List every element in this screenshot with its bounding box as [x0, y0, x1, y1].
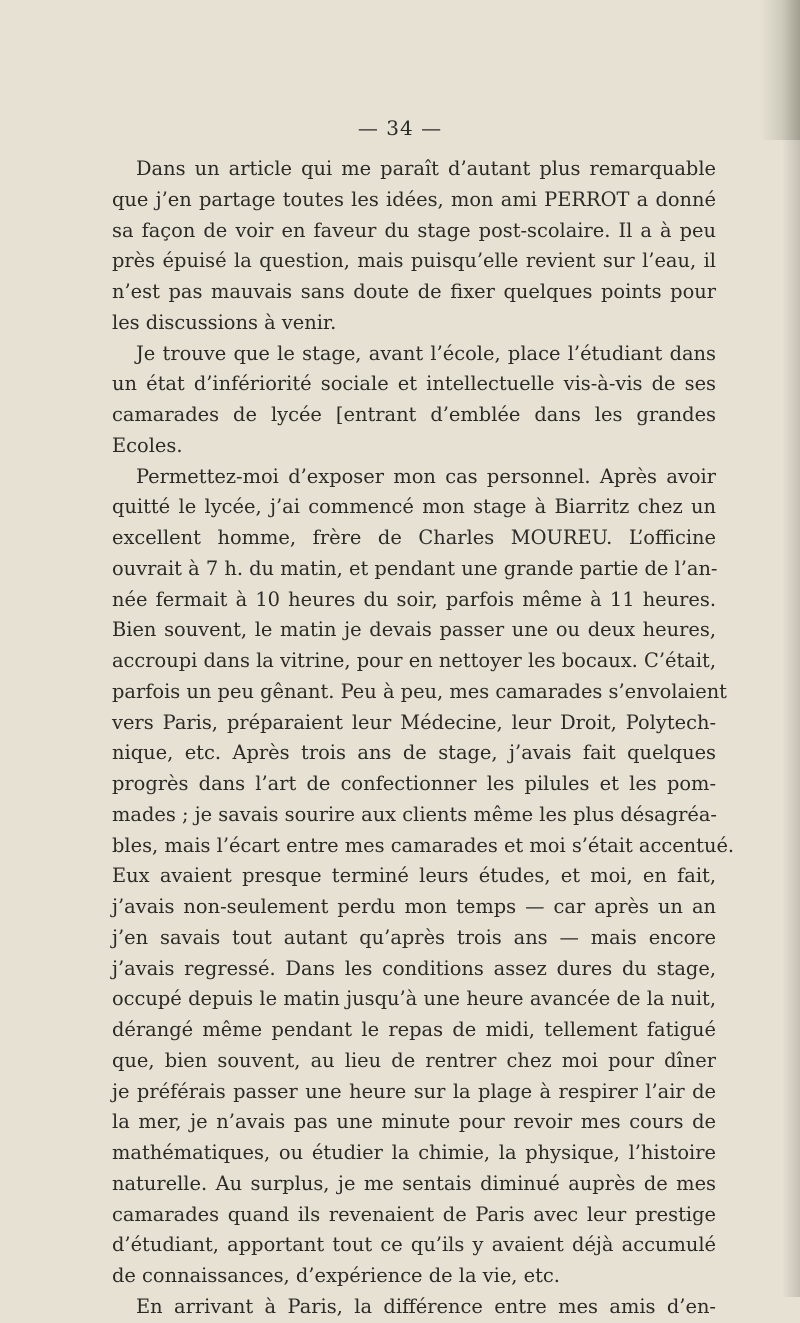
text-line: nique, etc. Après trois ans de stage, j’avais fait quelques	[112, 741, 716, 765]
text-line: vers Paris, préparaient leur Médecine, leur Droit, Polytech-	[112, 710, 716, 734]
text-line: sa façon de voir en faveur du stage post-scolaire. Il a à peu	[112, 218, 716, 242]
text-line: Eux avaient presque terminé leurs études, et moi, en fait,	[112, 864, 716, 888]
text-line: de connaissances, d’expérience de la vie, etc.	[112, 1264, 560, 1287]
page-edge-shadow	[782, 0, 800, 1297]
text-line: la mer, je n’avais pas une minute pour revoir mes cours de	[112, 1110, 716, 1134]
text-line: les discussions à venir.	[112, 310, 337, 334]
text-line: parfois un peu gênant. Peu à peu, mes camarades s’envolaient	[112, 679, 727, 703]
text-line: Je trouve que le stage, avant l’école, place l’étudiant dans	[136, 341, 716, 365]
text-line: j’en savais tout autant qu’après trois ans — mais encore	[112, 925, 716, 949]
text-line: bles, mais l’écart entre mes camarades et moi s’était accentué.	[112, 833, 735, 857]
text-line: d’étudiant, apportant tout ce qu’ils y avaient déjà accumulé	[112, 1233, 716, 1257]
text-line: quitté le lycée, j’ai commencé mon stage à Biarritz chez un	[112, 495, 716, 519]
text-line: Bien souvent, le matin je devais passer une ou deux heures,	[112, 618, 716, 642]
text-line: progrès dans l’art de confectionner les pilules et les pom-	[112, 772, 716, 795]
text-line: j’avais regressé. Dans les conditions assez dures du stage,	[112, 956, 716, 980]
text-line: n’est pas mauvais sans doute de fixer quelques points pour	[112, 280, 716, 303]
text-line: Dans un article qui me paraît d’autant plus remarquable	[136, 157, 716, 180]
text-line: que j’en partage toutes les idées, mon ami PERROT a donné	[112, 187, 716, 211]
text-line: mathématiques, ou étudier la chimie, la physique, l’histoire	[112, 1141, 716, 1164]
text-line: camarades quand ils revenaient de Paris avec leur prestige	[112, 1202, 716, 1226]
text-line: je préférais passer une heure sur la plage à respirer l’air de	[112, 1079, 716, 1103]
text-line: mades ; je savais sourire aux clients même les plus désagréa-	[112, 802, 717, 826]
text-line: naturelle. Au surplus, je me sentais diminué auprès de mes	[112, 1171, 716, 1195]
text-line: Ecoles.	[112, 433, 183, 457]
text-line: excellent homme, frère de Charles MOUREU. L’officine	[112, 526, 716, 549]
text-line: Permettez-moi d’exposer mon cas personnel. Après avoir	[136, 464, 716, 488]
text-line: née fermait à 10 heures du soir, parfois même à 11 heures.	[112, 587, 716, 611]
text-line: un état d’infériorité sociale et intellectuelle vis-à-vis de ses	[112, 372, 716, 396]
page-number: — 34 —	[357, 116, 443, 140]
text-line: dérangé même pendant le repas de midi, tellement fatigué	[112, 1018, 716, 1041]
text-line: accroupi dans la vitrine, pour en nettoyer les bocaux. C’était,	[112, 649, 716, 672]
text-line: que, bien souvent, au lieu de rentrer chez moi pour dîner	[112, 1048, 716, 1072]
text-line: camarades de lycée [entrant d’emblée dans les grandes	[112, 403, 716, 426]
text-line: j’avais non-seulement perdu mon temps — car après un an	[112, 895, 716, 918]
body-text	[112, 154, 735, 1323]
text-line: près épuisé la question, mais puisqu’elle revient sur l’eau, il	[112, 249, 716, 273]
text-line: En arrivant à Paris, la différence entre mes amis d’en-	[136, 1294, 716, 1318]
text-line: ouvrait à 7 h. du matin, et pendant une grande partie de l’an-	[112, 556, 718, 580]
text-line: occupé depuis le matin jusqu’à une heure avancée de la nuit,	[112, 987, 716, 1011]
